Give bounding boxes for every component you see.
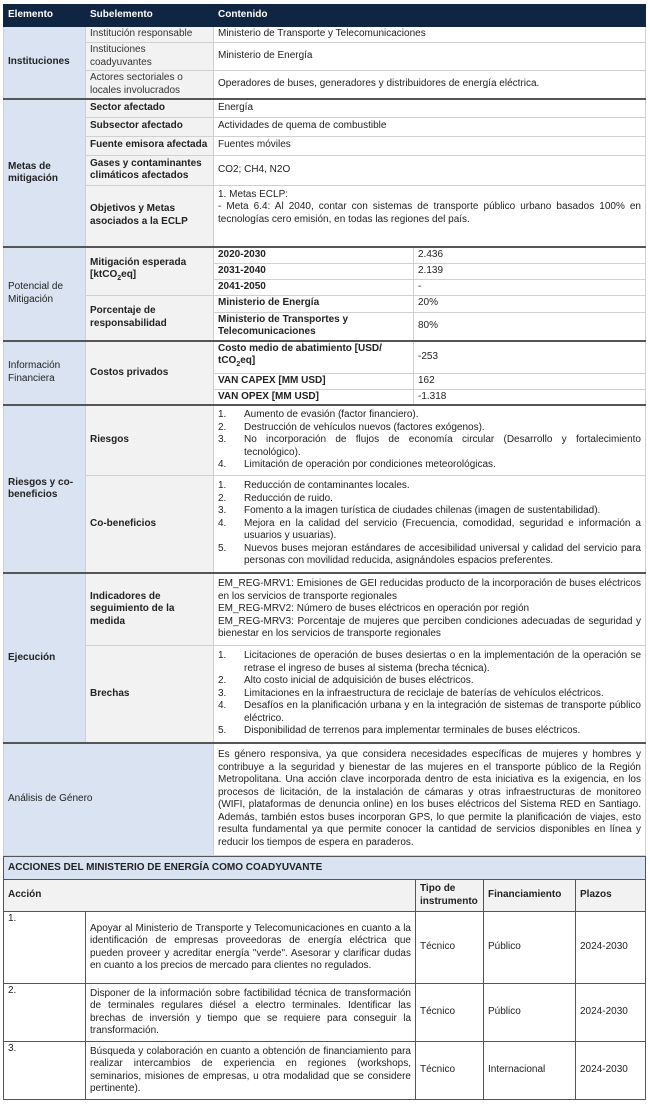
accion-text: Apoyar al Ministerio de Transporte y Telecomunicaciones en cuanto a la identificación de empresas proveedoras de energía eléctrica que pueden proveer y acreditar energía "verde". Asesorar y clarificar dudas en cuanto a los precios de mercado para clientes no regulados.: [86, 912, 416, 984]
table-row: [4, 1042, 646, 1100]
riesgos-label: Riesgos: [86, 405, 214, 475]
indicadores-label: Indicadores de seguimiento de la medida: [86, 573, 214, 645]
period-value: -: [414, 279, 646, 295]
section-ejecucion: Ejecución: [4, 573, 86, 743]
cost-name: VAN CAPEX [MM USD]: [214, 373, 414, 389]
section-potencial: Potencial de Mitigación: [4, 247, 86, 341]
section-metas: Metas de mitigación: [4, 99, 86, 247]
cobeneficios-list-cell: [214, 475, 646, 573]
accion-financiamiento: Público: [484, 912, 576, 984]
table-row: [4, 573, 646, 645]
header-subelemento: Subelemento: [86, 5, 214, 27]
list-item: 2. Alto costo inicial de adquisición de buses eléctricos.: [218, 675, 474, 686]
responsable-name: Ministerio de Energía: [214, 295, 414, 312]
list-item: 1. Aumento de evasión (factor financiero).: [218, 409, 419, 420]
table-row: [4, 405, 646, 475]
accion-tipo: Técnico: [416, 912, 484, 984]
cost-value: -253: [414, 341, 646, 374]
brechas-list-cell: [214, 645, 646, 743]
header-financiamiento: Financiamiento: [484, 880, 576, 912]
header-contenido: Contenido: [214, 5, 646, 27]
cobeneficios-list: [218, 480, 641, 568]
list-item: 3. No incorporación de flujos de economía circular (Desarrollo y fortalecimiento tecnológico).: [218, 434, 641, 458]
section-riesgos: Riesgos y co-beneficios: [4, 405, 86, 573]
eclp-line-2: - Meta 6.4: Al 2040, contar con sistemas de transporte público urbano basados 100% en tecnologías cero emisión, en todas las regiones del país.: [218, 201, 641, 225]
list-item: 5. Nuevos buses mejoran estándares de accesibilidad universal y calidad del servicio para personas con movilidad reducida, asignándoles espacios preferentes.: [218, 542, 641, 566]
accion-plazos: 2024-2030: [576, 984, 646, 1042]
cost-value: -1.318: [414, 389, 646, 405]
indicator: EM_REG-MRV2: Número de buses eléctricos en operación por región: [218, 603, 530, 614]
header-tipo: Tipo de instrumento: [416, 880, 484, 912]
brechas-list: [218, 650, 641, 738]
list-item: 3. Fomento a la imagen turística de ciudades chilenas (imagen de sustentabilidad).: [218, 505, 601, 516]
accion-num: 2.: [4, 984, 86, 1042]
content-cell: Fuentes móviles: [214, 136, 646, 155]
section-genero: Análisis de Género: [4, 743, 214, 855]
table-row: [4, 27, 646, 43]
costos-privados-label: Costos privados: [86, 341, 214, 406]
list-item: 5. Disponibilidad de terrenos para implementar terminales de buses eléctricos.: [218, 725, 581, 736]
subelement-label: Sector afectado: [86, 99, 214, 117]
mitigacion-esperada-label: Mitigación esperada [ktCO$_2$eq]: [86, 247, 214, 295]
section-instituciones: Instituciones: [4, 27, 86, 100]
table-row: [4, 247, 646, 263]
subelement-label: Institución responsable: [86, 27, 214, 43]
subelement-label: Actores sectoriales o locales involucrados: [86, 71, 214, 100]
indicadores-cell: [214, 573, 646, 645]
responsabilidad-label: Porcentaje de responsabilidad: [86, 295, 214, 341]
accion-financiamiento: Internacional: [484, 1042, 576, 1100]
table-row: [4, 155, 646, 185]
riesgos-list-cell: [214, 405, 646, 475]
responsable-value: 20%: [414, 295, 646, 312]
table-row: [4, 117, 646, 136]
table-row: [4, 341, 646, 374]
content-cell: Ministerio de Energía: [214, 43, 646, 71]
content-cell: Actividades de quema de combustible: [214, 117, 646, 136]
responsable-name: Ministerio de Transportes y Telecomunicaciones: [214, 312, 414, 341]
list-item: 1. Reducción de contaminantes locales.: [218, 480, 410, 491]
table-row: [4, 645, 646, 743]
table-row: [4, 743, 646, 855]
period-label: 2020-2030: [214, 247, 414, 263]
accion-text: Búsqueda y colaboración en cuanto a obtención de financiamiento para realizar intercambios de experiencia en regiones (workshops, seminarios, misiones de empresas, u otra modalidad que se considere pertinente).: [86, 1042, 416, 1100]
table-row: [4, 71, 646, 100]
subelement-label: Gases y contaminantes climáticos afectados: [86, 155, 214, 185]
acciones-header-row: [4, 880, 646, 912]
table-row: [4, 99, 646, 117]
accion-num: 3.: [4, 1042, 86, 1100]
period-value: 2.139: [414, 263, 646, 279]
header-accion: Acción: [4, 880, 416, 912]
list-item: 2. Reducción de ruido.: [218, 492, 333, 504]
header-plazos: Plazos: [576, 880, 646, 912]
list-item: 4. Limitación de operación por condiciones meteorológicas.: [218, 459, 496, 470]
content-cell: CO2; CH4, N2O: [214, 155, 646, 185]
riesgos-list: [218, 409, 641, 472]
accion-num: 1.: [4, 912, 86, 984]
indicator: EM_REG-MRV1: Emisiones de GEI reducidas producto de la incorporación de buses eléctricos en los servicios de transporte regionales: [218, 578, 641, 602]
accion-tipo: Técnico: [416, 984, 484, 1042]
period-label: 2031-2040: [214, 263, 414, 279]
table-row: [4, 185, 646, 247]
acciones-title: ACCIONES DEL MINISTERIO DE ENERGÍA COMO COADYUVANTE: [4, 856, 646, 880]
table-row: [4, 912, 646, 984]
list-item: 4. Mejora en la calidad del servicio (Frecuencia, comodidad, seguridad e información a usuarios y usuarias).: [218, 517, 641, 541]
cost-name: VAN OPEX [MM USD]: [214, 389, 414, 405]
accion-tipo: Técnico: [416, 1042, 484, 1100]
section-financiera: Información Financiera: [4, 341, 86, 406]
eclp-line-1: 1. Metas ECLP:: [218, 188, 289, 200]
acciones-title-row: [4, 856, 646, 880]
list-item: 3. Limitaciones en la infraestructura de reciclaje de baterías de vehículos eléctricos.: [218, 687, 604, 699]
brechas-label: Brechas: [86, 645, 214, 743]
table-row: [4, 43, 646, 71]
accion-plazos: 2024-2030: [576, 912, 646, 984]
measure-table: [3, 4, 646, 856]
subelement-label: Objetivos y Metas asociados a la ECLP: [86, 185, 214, 247]
content-cell: Energía: [214, 99, 646, 117]
list-item: 4. Desafíos en la planificación urbana y en la integración de sistemas de transporte público eléctrico.: [218, 700, 641, 724]
table-row: [4, 984, 646, 1042]
indicator: EM_REG-MRV3: Porcentaje de mujeres que perciben condiciones adecuadas de seguridad y bienestar en los servicios de transporte regionales: [218, 615, 641, 639]
subelement-label: Instituciones coadyuvantes: [86, 43, 214, 71]
list-item: 2. Destrucción de vehículos nuevos (factores exógenos).: [218, 421, 485, 433]
measure-table-container: [3, 4, 645, 1100]
table-row: [4, 475, 646, 573]
cost-name: Costo medio de abatimiento [USD/ tCO$_2$eq]: [214, 341, 414, 374]
responsable-value: 80%: [414, 312, 646, 341]
list-item: 1. Licitaciones de operación de buses desiertas o en la implementación de la operación se retrase el ingreso de buses al sistema (brecha técnica).: [218, 650, 641, 674]
cost-value: 162: [414, 373, 646, 389]
table-row: [4, 136, 646, 155]
accion-plazos: 2024-2030: [576, 1042, 646, 1100]
content-cell: [214, 185, 646, 247]
table-row: [4, 295, 646, 312]
acciones-table: [3, 856, 646, 1101]
accion-financiamiento: Público: [484, 984, 576, 1042]
cobeneficios-label: Co-beneficios: [86, 475, 214, 573]
content-cell: Operadores de buses, generadores y distribuidores de energía eléctrica.: [214, 71, 646, 100]
period-value: 2.436: [414, 247, 646, 263]
content-cell: Ministerio de Transporte y Telecomunicaciones: [214, 27, 646, 43]
subelement-label: Subsector afectado: [86, 117, 214, 136]
genero-content: Es género responsiva, ya que considera necesidades específicas de mujeres y hombres y contribuye a la seguridad y bienestar de las mujeres en el transporte público de la Región Metropolitana. Una acción clave incorporada dentro de esta iniciativa es la exigencia, en los procesos de licitación, de la instalación de cámaras y otras infraestructuras de monitoreo (WIFI, plataformas de denuncia online) en los buses eléctricos del Sistema RED en Santiago. Además, también estos buses incorporan GPS, lo que permite la planificación de viajes, esto resulta fundamental ya que permite conocer la cantidad de servicios disponibles en línea y reducir los tiempos de espera en paraderos.: [214, 743, 646, 855]
accion-text: Disponer de la información sobre factibilidad técnica de transformación de terminales regulares diésel a electro terminales. Identificar las brechas de inversión y tiempo que se requiere para conseguir la transformación.: [86, 984, 416, 1042]
period-label: 2041-2050: [214, 279, 414, 295]
subelement-label: Fuente emisora afectada: [86, 136, 214, 155]
header-elemento: Elemento: [4, 5, 86, 27]
table-header-row: [4, 5, 646, 27]
